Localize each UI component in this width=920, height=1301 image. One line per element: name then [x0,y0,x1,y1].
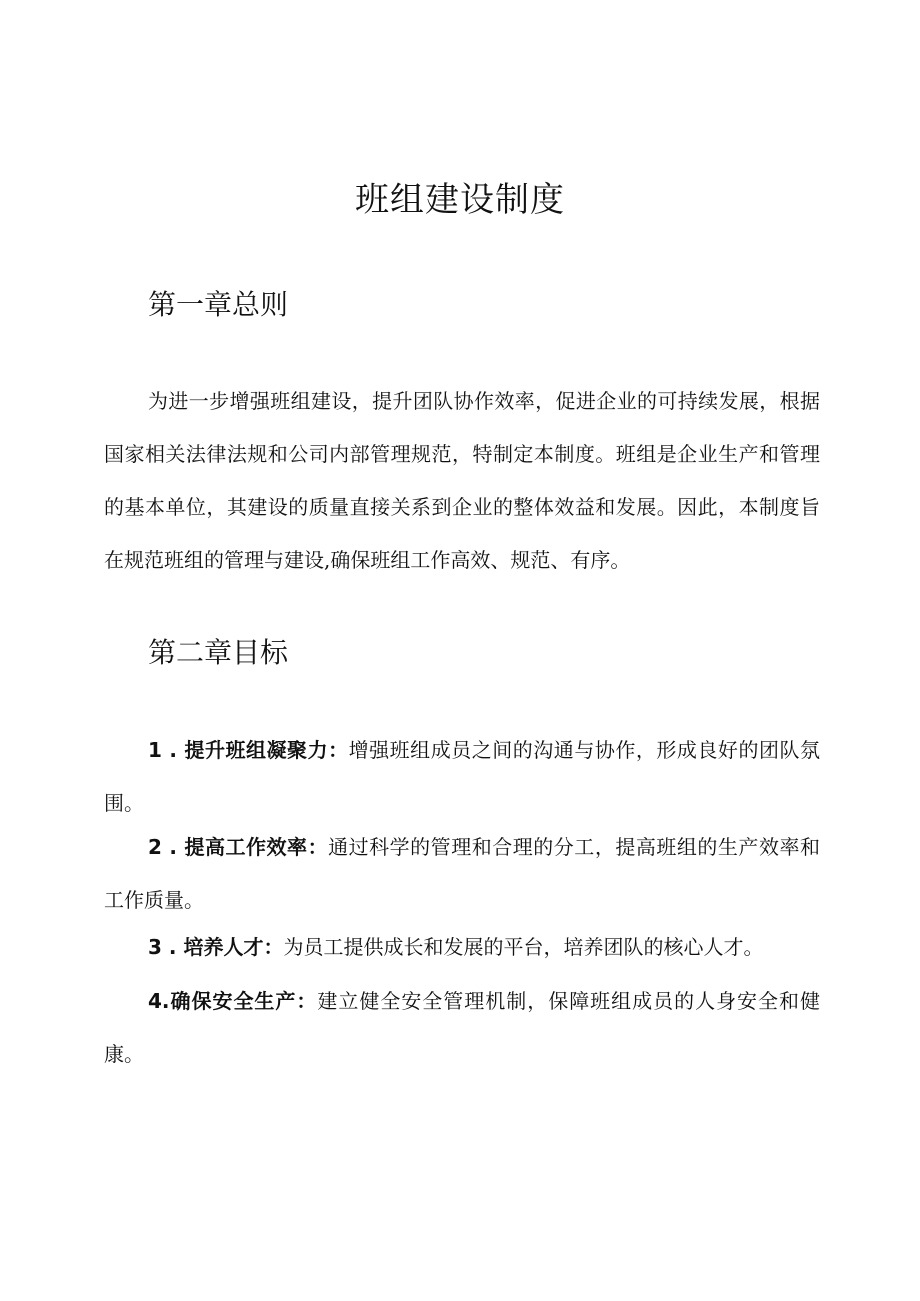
goal-item-3 [104,921,820,974]
goal-item-3-lead: 3 . 培养人才： [148,935,284,959]
chapter-1-heading: 第一章总则 [148,288,289,321]
goal-item-1 [104,724,820,830]
goal-item-2-text: 通过科学的管理和合理的分工，提高班组的生产效率和工作质量。 [104,835,820,912]
goal-item-2-lead: 2 . 提高工作效率： [148,835,329,859]
goal-item-4 [104,975,820,1081]
chapter-1-paragraph: 为进一步增强班组建设，提升团队协作效率，促进企业的可持续发展，根据国家相关法律法规和公司内部管理规范，特制定本制度。班组是企业生产和管理的基本单位，其建设的质量直接关系到企业的整体效益和发展。因此，本制度旨在规范班组的管理与建设,确保班组工作高效、规范、有序。 [104,389,820,572]
goal-item-1-lead: 1 . 提升班组凝聚力： [148,738,349,762]
goal-item-4-text: 建立健全安全管理机制，保障班组成员的人身安全和健康。 [104,989,821,1066]
goal-item-3-text: 为员工提供成长和发展的平台，培养团队的核心人才。 [283,935,764,959]
goal-item-2 [104,821,820,927]
chapter-2-heading: 第二章目标 [148,636,289,669]
goal-item-4-lead: 4.确保安全生产： [148,989,318,1013]
document-title: 班组建设制度 [355,180,565,220]
goal-item-1-text: 增强班组成员之间的沟通与协作，形成良好的团队氛围。 [104,738,821,815]
